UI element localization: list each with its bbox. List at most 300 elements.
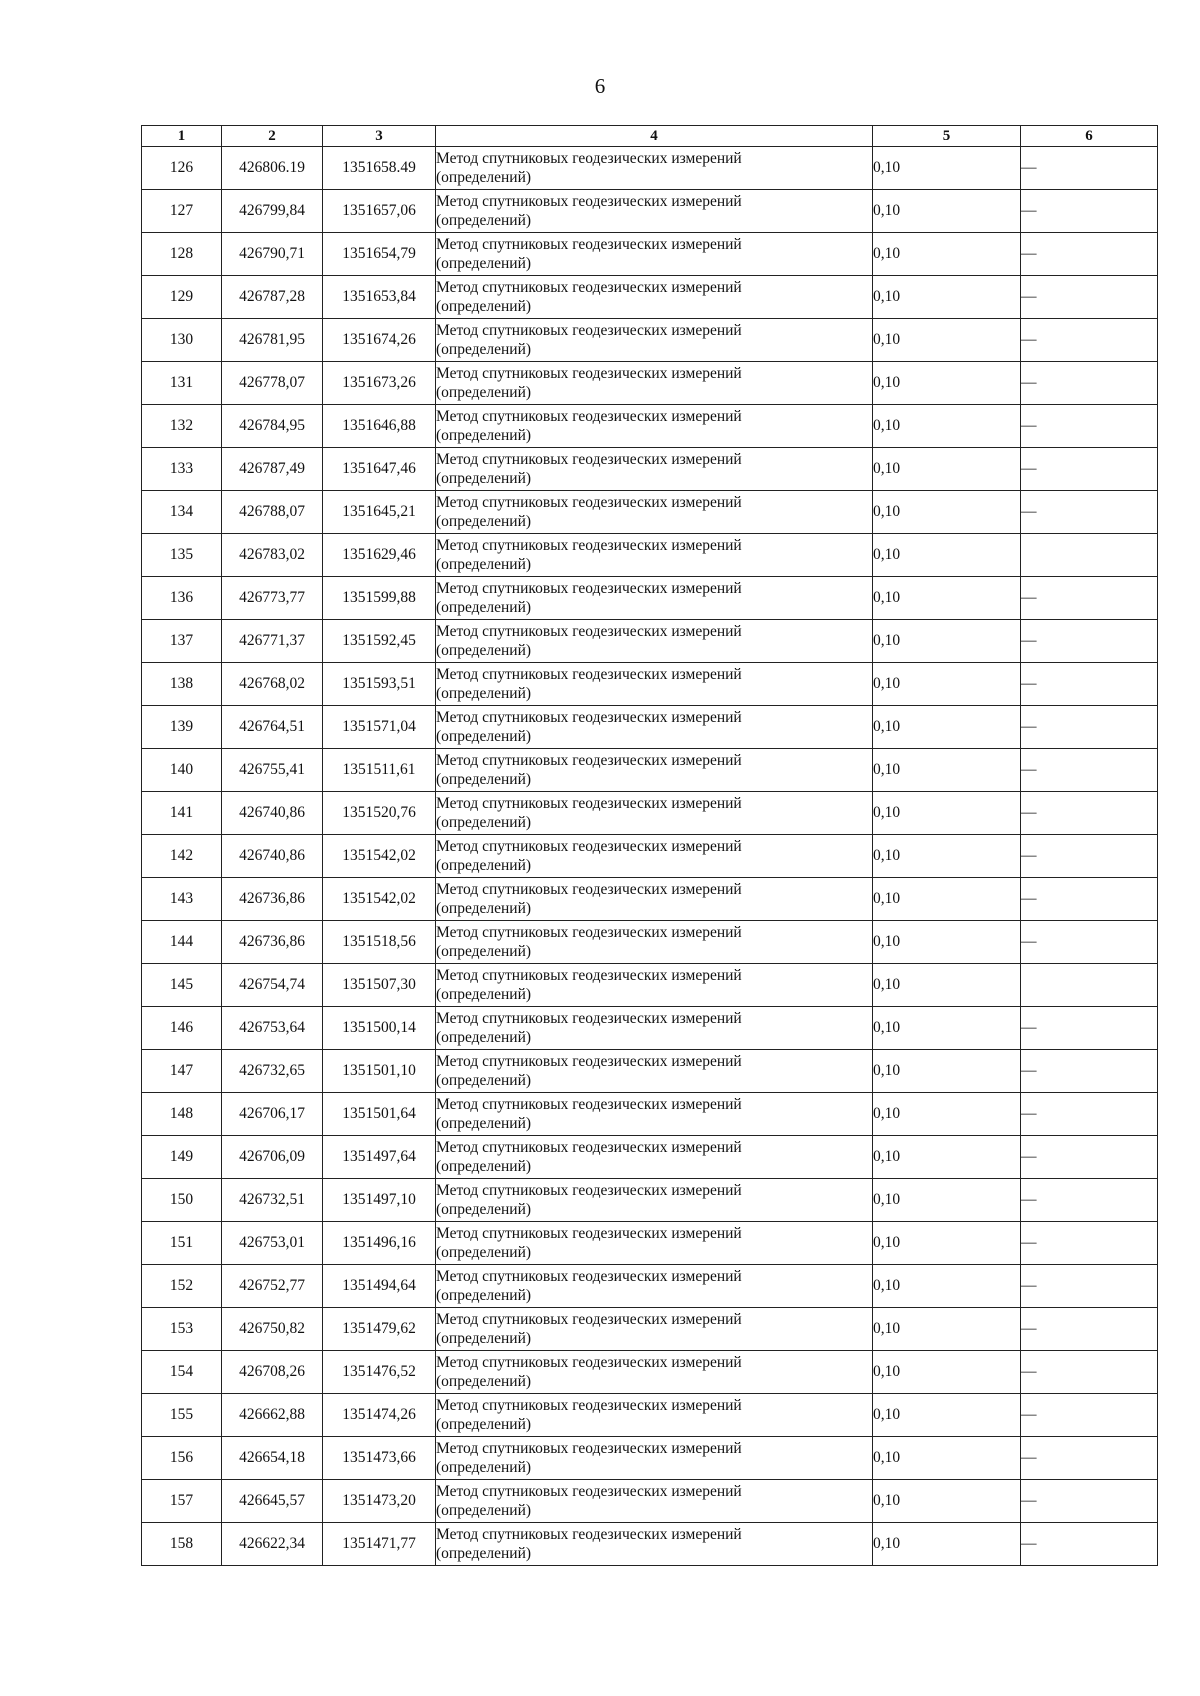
column-header-4: 4 xyxy=(436,126,873,147)
point-number-cell: 136 xyxy=(142,577,222,620)
y-coordinate-cell: 1351497,64 xyxy=(323,1136,436,1179)
y-coordinate-cell: 1351674,26 xyxy=(323,319,436,362)
method-cell xyxy=(436,233,873,276)
accuracy-cell: 0,10 xyxy=(873,1351,1021,1394)
table-row xyxy=(142,1265,1158,1308)
point-number-cell: 155 xyxy=(142,1394,222,1437)
column-header-1: 1 xyxy=(142,126,222,147)
method-line-2: (определений) xyxy=(436,642,532,659)
coordinates-table xyxy=(141,125,1158,1566)
method-line-1: Метод спутниковых геодезических измерений xyxy=(436,1440,742,1457)
point-number-cell: 133 xyxy=(142,448,222,491)
point-number-cell: 156 xyxy=(142,1437,222,1480)
x-coordinate-cell: 426771,37 xyxy=(222,620,323,663)
point-number-cell: 142 xyxy=(142,835,222,878)
x-coordinate-cell: 426736,86 xyxy=(222,878,323,921)
note-cell: — xyxy=(1021,1480,1158,1523)
x-coordinate-cell: 426806.19 xyxy=(222,147,323,190)
point-number-cell: 140 xyxy=(142,749,222,792)
table-row xyxy=(142,1437,1158,1480)
accuracy-cell: 0,10 xyxy=(873,1480,1021,1523)
table-row xyxy=(142,147,1158,190)
point-number-cell: 150 xyxy=(142,1179,222,1222)
table-row xyxy=(142,319,1158,362)
method-cell xyxy=(436,1136,873,1179)
accuracy-cell: 0,10 xyxy=(873,1007,1021,1050)
method-line-2: (определений) xyxy=(436,169,532,186)
accuracy-cell: 0,10 xyxy=(873,792,1021,835)
point-number-cell: 130 xyxy=(142,319,222,362)
accuracy-cell: 0,10 xyxy=(873,276,1021,319)
table-row xyxy=(142,1179,1158,1222)
x-coordinate-cell: 426784,95 xyxy=(222,405,323,448)
note-cell: — xyxy=(1021,1007,1158,1050)
method-line-2: (определений) xyxy=(436,1115,532,1132)
point-number-cell: 151 xyxy=(142,1222,222,1265)
y-coordinate-cell: 1351476,52 xyxy=(323,1351,436,1394)
table-row xyxy=(142,1480,1158,1523)
method-cell xyxy=(436,878,873,921)
table-row xyxy=(142,964,1158,1007)
point-number-cell: 154 xyxy=(142,1351,222,1394)
table-row xyxy=(142,448,1158,491)
point-number-cell: 146 xyxy=(142,1007,222,1050)
y-coordinate-cell: 1351494,64 xyxy=(323,1265,436,1308)
x-coordinate-cell: 426750,82 xyxy=(222,1308,323,1351)
method-cell xyxy=(436,1222,873,1265)
point-number-cell: 145 xyxy=(142,964,222,1007)
method-cell xyxy=(436,620,873,663)
table-row xyxy=(142,835,1158,878)
x-coordinate-cell: 426768,02 xyxy=(222,663,323,706)
note-cell: — xyxy=(1021,448,1158,491)
method-cell xyxy=(436,964,873,1007)
accuracy-cell: 0,10 xyxy=(873,878,1021,921)
table-row xyxy=(142,1050,1158,1093)
method-cell xyxy=(436,663,873,706)
table-row xyxy=(142,1007,1158,1050)
x-coordinate-cell: 426740,86 xyxy=(222,792,323,835)
x-coordinate-cell: 426732,51 xyxy=(222,1179,323,1222)
method-line-2: (определений) xyxy=(436,470,532,487)
table-row xyxy=(142,921,1158,964)
y-coordinate-cell: 1351654,79 xyxy=(323,233,436,276)
table-row xyxy=(142,1351,1158,1394)
accuracy-cell: 0,10 xyxy=(873,1523,1021,1566)
accuracy-cell: 0,10 xyxy=(873,362,1021,405)
accuracy-cell: 0,10 xyxy=(873,577,1021,620)
method-line-1: Метод спутниковых геодезических измерений xyxy=(436,795,742,812)
method-line-2: (определений) xyxy=(436,1244,532,1261)
x-coordinate-cell: 426787,28 xyxy=(222,276,323,319)
note-cell: — xyxy=(1021,1222,1158,1265)
y-coordinate-cell: 1351593,51 xyxy=(323,663,436,706)
point-number-cell: 141 xyxy=(142,792,222,835)
table-row xyxy=(142,362,1158,405)
note-cell: — xyxy=(1021,1437,1158,1480)
method-cell xyxy=(436,1394,873,1437)
y-coordinate-cell: 1351496,16 xyxy=(323,1222,436,1265)
note-cell: — xyxy=(1021,362,1158,405)
method-cell xyxy=(436,577,873,620)
method-cell xyxy=(436,534,873,577)
method-cell xyxy=(436,491,873,534)
point-number-cell: 132 xyxy=(142,405,222,448)
x-coordinate-cell: 426736,86 xyxy=(222,921,323,964)
method-line-1: Метод спутниковых геодезических измерений xyxy=(436,709,742,726)
y-coordinate-cell: 1351673,26 xyxy=(323,362,436,405)
x-coordinate-cell: 426788,07 xyxy=(222,491,323,534)
method-cell xyxy=(436,1437,873,1480)
column-header-2: 2 xyxy=(222,126,323,147)
x-coordinate-cell: 426753,01 xyxy=(222,1222,323,1265)
note-cell: — xyxy=(1021,1394,1158,1437)
point-number-cell: 152 xyxy=(142,1265,222,1308)
method-cell xyxy=(436,1351,873,1394)
method-line-1: Метод спутниковых геодезических измерений xyxy=(436,451,742,468)
y-coordinate-cell: 1351501,64 xyxy=(323,1093,436,1136)
method-line-1: Метод спутниковых геодезических измерений xyxy=(436,1182,742,1199)
y-coordinate-cell: 1351497,10 xyxy=(323,1179,436,1222)
accuracy-cell: 0,10 xyxy=(873,1265,1021,1308)
table-row xyxy=(142,534,1158,577)
method-line-2: (определений) xyxy=(436,427,532,444)
method-line-1: Метод спутниковых геодезических измерений xyxy=(436,1010,742,1027)
method-line-1: Метод спутниковых геодезических измерений xyxy=(436,752,742,769)
method-cell xyxy=(436,1265,873,1308)
y-coordinate-cell: 1351479,62 xyxy=(323,1308,436,1351)
note-cell: — xyxy=(1021,1050,1158,1093)
point-number-cell: 131 xyxy=(142,362,222,405)
x-coordinate-cell: 426790,71 xyxy=(222,233,323,276)
note-cell: — xyxy=(1021,620,1158,663)
point-number-cell: 158 xyxy=(142,1523,222,1566)
page-number: 6 xyxy=(594,74,606,98)
method-line-2: (определений) xyxy=(436,814,532,831)
point-number-cell: 134 xyxy=(142,491,222,534)
method-cell xyxy=(436,1007,873,1050)
method-line-1: Метод спутниковых геодезических измерений xyxy=(436,1397,742,1414)
method-line-1: Метод спутниковых геодезических измерений xyxy=(436,408,742,425)
y-coordinate-cell: 1351653,84 xyxy=(323,276,436,319)
method-cell xyxy=(436,1308,873,1351)
method-line-2: (определений) xyxy=(436,1502,532,1519)
method-line-1: Метод спутниковых геодезических измерений xyxy=(436,193,742,210)
x-coordinate-cell: 426645,57 xyxy=(222,1480,323,1523)
accuracy-cell: 0,10 xyxy=(873,1437,1021,1480)
column-header-5: 5 xyxy=(873,126,1021,147)
table-row xyxy=(142,1136,1158,1179)
method-line-2: (определений) xyxy=(436,1416,532,1433)
method-cell xyxy=(436,448,873,491)
method-cell xyxy=(436,1050,873,1093)
method-line-1: Метод спутниковых геодезических измерений xyxy=(436,1096,742,1113)
x-coordinate-cell: 426732,65 xyxy=(222,1050,323,1093)
accuracy-cell: 0,10 xyxy=(873,921,1021,964)
y-coordinate-cell: 1351646,88 xyxy=(323,405,436,448)
point-number-cell: 126 xyxy=(142,147,222,190)
y-coordinate-cell: 1351542,02 xyxy=(323,835,436,878)
point-number-cell: 135 xyxy=(142,534,222,577)
point-number-cell: 138 xyxy=(142,663,222,706)
method-cell xyxy=(436,276,873,319)
y-coordinate-cell: 1351501,10 xyxy=(323,1050,436,1093)
table-row xyxy=(142,190,1158,233)
y-coordinate-cell: 1351507,30 xyxy=(323,964,436,1007)
method-line-1: Метод спутниковых геодезических измерений xyxy=(436,537,742,554)
point-number-cell: 144 xyxy=(142,921,222,964)
y-coordinate-cell: 1351657,06 xyxy=(323,190,436,233)
table-row xyxy=(142,491,1158,534)
accuracy-cell: 0,10 xyxy=(873,190,1021,233)
method-line-1: Метод спутниковых геодезических измерений xyxy=(436,924,742,941)
accuracy-cell: 0,10 xyxy=(873,663,1021,706)
method-cell xyxy=(436,792,873,835)
x-coordinate-cell: 426783,02 xyxy=(222,534,323,577)
table-row xyxy=(142,1308,1158,1351)
method-line-1: Метод спутниковых геодезических измерений xyxy=(436,1268,742,1285)
method-line-2: (определений) xyxy=(436,384,532,401)
note-cell: — xyxy=(1021,1179,1158,1222)
table-row xyxy=(142,405,1158,448)
method-cell xyxy=(436,835,873,878)
table-header-row xyxy=(142,126,1158,147)
x-coordinate-cell: 426706,09 xyxy=(222,1136,323,1179)
table-row xyxy=(142,1394,1158,1437)
x-coordinate-cell: 426662,88 xyxy=(222,1394,323,1437)
accuracy-cell: 0,10 xyxy=(873,1308,1021,1351)
note-cell: — xyxy=(1021,276,1158,319)
method-line-1: Метод спутниковых геодезических измерений xyxy=(436,1311,742,1328)
accuracy-cell: 0,10 xyxy=(873,405,1021,448)
point-number-cell: 129 xyxy=(142,276,222,319)
x-coordinate-cell: 426778,07 xyxy=(222,362,323,405)
y-coordinate-cell: 1351542,02 xyxy=(323,878,436,921)
point-number-cell: 128 xyxy=(142,233,222,276)
point-number-cell: 149 xyxy=(142,1136,222,1179)
accuracy-cell: 0,10 xyxy=(873,964,1021,1007)
x-coordinate-cell: 426799,84 xyxy=(222,190,323,233)
x-coordinate-cell: 426773,77 xyxy=(222,577,323,620)
method-line-1: Метод спутниковых геодезических измерений xyxy=(436,1053,742,1070)
point-number-cell: 148 xyxy=(142,1093,222,1136)
x-coordinate-cell: 426764,51 xyxy=(222,706,323,749)
x-coordinate-cell: 426754,74 xyxy=(222,964,323,1007)
method-line-2: (определений) xyxy=(436,1373,532,1390)
note-cell: — xyxy=(1021,147,1158,190)
table-row xyxy=(142,1222,1158,1265)
note-cell xyxy=(1021,964,1158,1007)
method-line-2: (определений) xyxy=(436,556,532,573)
x-coordinate-cell: 426740,86 xyxy=(222,835,323,878)
method-line-1: Метод спутниковых геодезических измерений xyxy=(436,1354,742,1371)
x-coordinate-cell: 426755,41 xyxy=(222,749,323,792)
method-line-1: Метод спутниковых геодезических измерений xyxy=(436,494,742,511)
method-cell xyxy=(436,1480,873,1523)
method-line-1: Метод спутниковых геодезических измерений xyxy=(436,150,742,167)
method-line-2: (определений) xyxy=(436,1072,532,1089)
table-row xyxy=(142,706,1158,749)
method-line-2: (определений) xyxy=(436,513,532,530)
y-coordinate-cell: 1351473,20 xyxy=(323,1480,436,1523)
note-cell: — xyxy=(1021,921,1158,964)
method-line-1: Метод спутниковых геодезических измерений xyxy=(436,580,742,597)
method-line-1: Метод спутниковых геодезических измерений xyxy=(436,322,742,339)
x-coordinate-cell: 426787,49 xyxy=(222,448,323,491)
method-cell xyxy=(436,1523,873,1566)
table-row xyxy=(142,878,1158,921)
accuracy-cell: 0,10 xyxy=(873,1050,1021,1093)
y-coordinate-cell: 1351474,26 xyxy=(323,1394,436,1437)
accuracy-cell: 0,10 xyxy=(873,1179,1021,1222)
note-cell: — xyxy=(1021,577,1158,620)
method-line-2: (определений) xyxy=(436,298,532,315)
accuracy-cell: 0,10 xyxy=(873,448,1021,491)
y-coordinate-cell: 1351645,21 xyxy=(323,491,436,534)
table-row xyxy=(142,1093,1158,1136)
accuracy-cell: 0,10 xyxy=(873,534,1021,577)
note-cell xyxy=(1021,534,1158,577)
accuracy-cell: 0,10 xyxy=(873,620,1021,663)
y-coordinate-cell: 1351511,61 xyxy=(323,749,436,792)
x-coordinate-cell: 426781,95 xyxy=(222,319,323,362)
accuracy-cell: 0,10 xyxy=(873,491,1021,534)
column-header-6: 6 xyxy=(1021,126,1158,147)
point-number-cell: 157 xyxy=(142,1480,222,1523)
point-number-cell: 127 xyxy=(142,190,222,233)
note-cell: — xyxy=(1021,319,1158,362)
table-row xyxy=(142,1523,1158,1566)
method-line-2: (определений) xyxy=(436,685,532,702)
accuracy-cell: 0,10 xyxy=(873,233,1021,276)
method-line-2: (определений) xyxy=(436,212,532,229)
note-cell: — xyxy=(1021,1308,1158,1351)
method-line-1: Метод спутниковых геодезических измерений xyxy=(436,666,742,683)
note-cell: — xyxy=(1021,878,1158,921)
point-number-cell: 139 xyxy=(142,706,222,749)
note-cell: — xyxy=(1021,835,1158,878)
note-cell: — xyxy=(1021,663,1158,706)
method-line-1: Метод спутниковых геодезических измерений xyxy=(436,1483,742,1500)
point-number-cell: 153 xyxy=(142,1308,222,1351)
method-cell xyxy=(436,706,873,749)
method-line-1: Метод спутниковых геодезических измерений xyxy=(436,881,742,898)
point-number-cell: 137 xyxy=(142,620,222,663)
method-line-2: (определений) xyxy=(436,857,532,874)
note-cell: — xyxy=(1021,1136,1158,1179)
method-line-1: Метод спутниковых геодезических измерений xyxy=(436,967,742,984)
method-line-2: (определений) xyxy=(436,986,532,1003)
note-cell: — xyxy=(1021,491,1158,534)
table-row xyxy=(142,233,1158,276)
note-cell: — xyxy=(1021,233,1158,276)
method-cell xyxy=(436,147,873,190)
table-row xyxy=(142,663,1158,706)
x-coordinate-cell: 426708,26 xyxy=(222,1351,323,1394)
point-number-cell: 143 xyxy=(142,878,222,921)
method-cell xyxy=(436,921,873,964)
method-line-2: (определений) xyxy=(436,943,532,960)
y-coordinate-cell: 1351471,77 xyxy=(323,1523,436,1566)
method-line-1: Метод спутниковых геодезических измерений xyxy=(436,1139,742,1156)
accuracy-cell: 0,10 xyxy=(873,1136,1021,1179)
note-cell: — xyxy=(1021,1351,1158,1394)
column-header-3: 3 xyxy=(323,126,436,147)
method-line-2: (определений) xyxy=(436,255,532,272)
x-coordinate-cell: 426622,34 xyxy=(222,1523,323,1566)
note-cell: — xyxy=(1021,749,1158,792)
method-line-2: (определений) xyxy=(436,1459,532,1476)
method-line-2: (определений) xyxy=(436,1201,532,1218)
method-line-1: Метод спутниковых геодезических измерений xyxy=(436,623,742,640)
method-line-2: (определений) xyxy=(436,728,532,745)
accuracy-cell: 0,10 xyxy=(873,1394,1021,1437)
accuracy-cell: 0,10 xyxy=(873,1093,1021,1136)
method-line-2: (определений) xyxy=(436,900,532,917)
y-coordinate-cell: 1351629,46 xyxy=(323,534,436,577)
accuracy-cell: 0,10 xyxy=(873,706,1021,749)
method-cell xyxy=(436,1179,873,1222)
method-cell xyxy=(436,749,873,792)
y-coordinate-cell: 1351647,46 xyxy=(323,448,436,491)
accuracy-cell: 0,10 xyxy=(873,147,1021,190)
y-coordinate-cell: 1351520,76 xyxy=(323,792,436,835)
note-cell: — xyxy=(1021,405,1158,448)
method-line-2: (определений) xyxy=(436,1287,532,1304)
method-line-1: Метод спутниковых геодезических измерений xyxy=(436,365,742,382)
method-line-2: (определений) xyxy=(436,1545,532,1562)
y-coordinate-cell: 1351592,45 xyxy=(323,620,436,663)
accuracy-cell: 0,10 xyxy=(873,1222,1021,1265)
method-line-2: (определений) xyxy=(436,771,532,788)
y-coordinate-cell: 1351599,88 xyxy=(323,577,436,620)
accuracy-cell: 0,10 xyxy=(873,749,1021,792)
method-line-1: Метод спутниковых геодезических измерений xyxy=(436,279,742,296)
note-cell: — xyxy=(1021,1523,1158,1566)
method-line-2: (определений) xyxy=(436,599,532,616)
method-line-1: Метод спутниковых геодезических измерений xyxy=(436,838,742,855)
table-row xyxy=(142,577,1158,620)
method-line-2: (определений) xyxy=(436,341,532,358)
x-coordinate-cell: 426752,77 xyxy=(222,1265,323,1308)
method-cell xyxy=(436,362,873,405)
method-line-2: (определений) xyxy=(436,1158,532,1175)
method-cell xyxy=(436,405,873,448)
x-coordinate-cell: 426753,64 xyxy=(222,1007,323,1050)
y-coordinate-cell: 1351500,14 xyxy=(323,1007,436,1050)
y-coordinate-cell: 1351473,66 xyxy=(323,1437,436,1480)
method-cell xyxy=(436,190,873,233)
method-line-1: Метод спутниковых геодезических измерений xyxy=(436,236,742,253)
note-cell: — xyxy=(1021,1265,1158,1308)
method-line-1: Метод спутниковых геодезических измерений xyxy=(436,1526,742,1543)
note-cell: — xyxy=(1021,1093,1158,1136)
point-number-cell: 147 xyxy=(142,1050,222,1093)
y-coordinate-cell: 1351571,04 xyxy=(323,706,436,749)
table-row xyxy=(142,276,1158,319)
table-row xyxy=(142,792,1158,835)
y-coordinate-cell: 1351518,56 xyxy=(323,921,436,964)
x-coordinate-cell: 426706,17 xyxy=(222,1093,323,1136)
method-line-1: Метод спутниковых геодезических измерений xyxy=(436,1225,742,1242)
table-row xyxy=(142,620,1158,663)
y-coordinate-cell: 1351658.49 xyxy=(323,147,436,190)
accuracy-cell: 0,10 xyxy=(873,319,1021,362)
accuracy-cell: 0,10 xyxy=(873,835,1021,878)
note-cell: — xyxy=(1021,706,1158,749)
note-cell: — xyxy=(1021,792,1158,835)
method-line-2: (определений) xyxy=(436,1330,532,1347)
